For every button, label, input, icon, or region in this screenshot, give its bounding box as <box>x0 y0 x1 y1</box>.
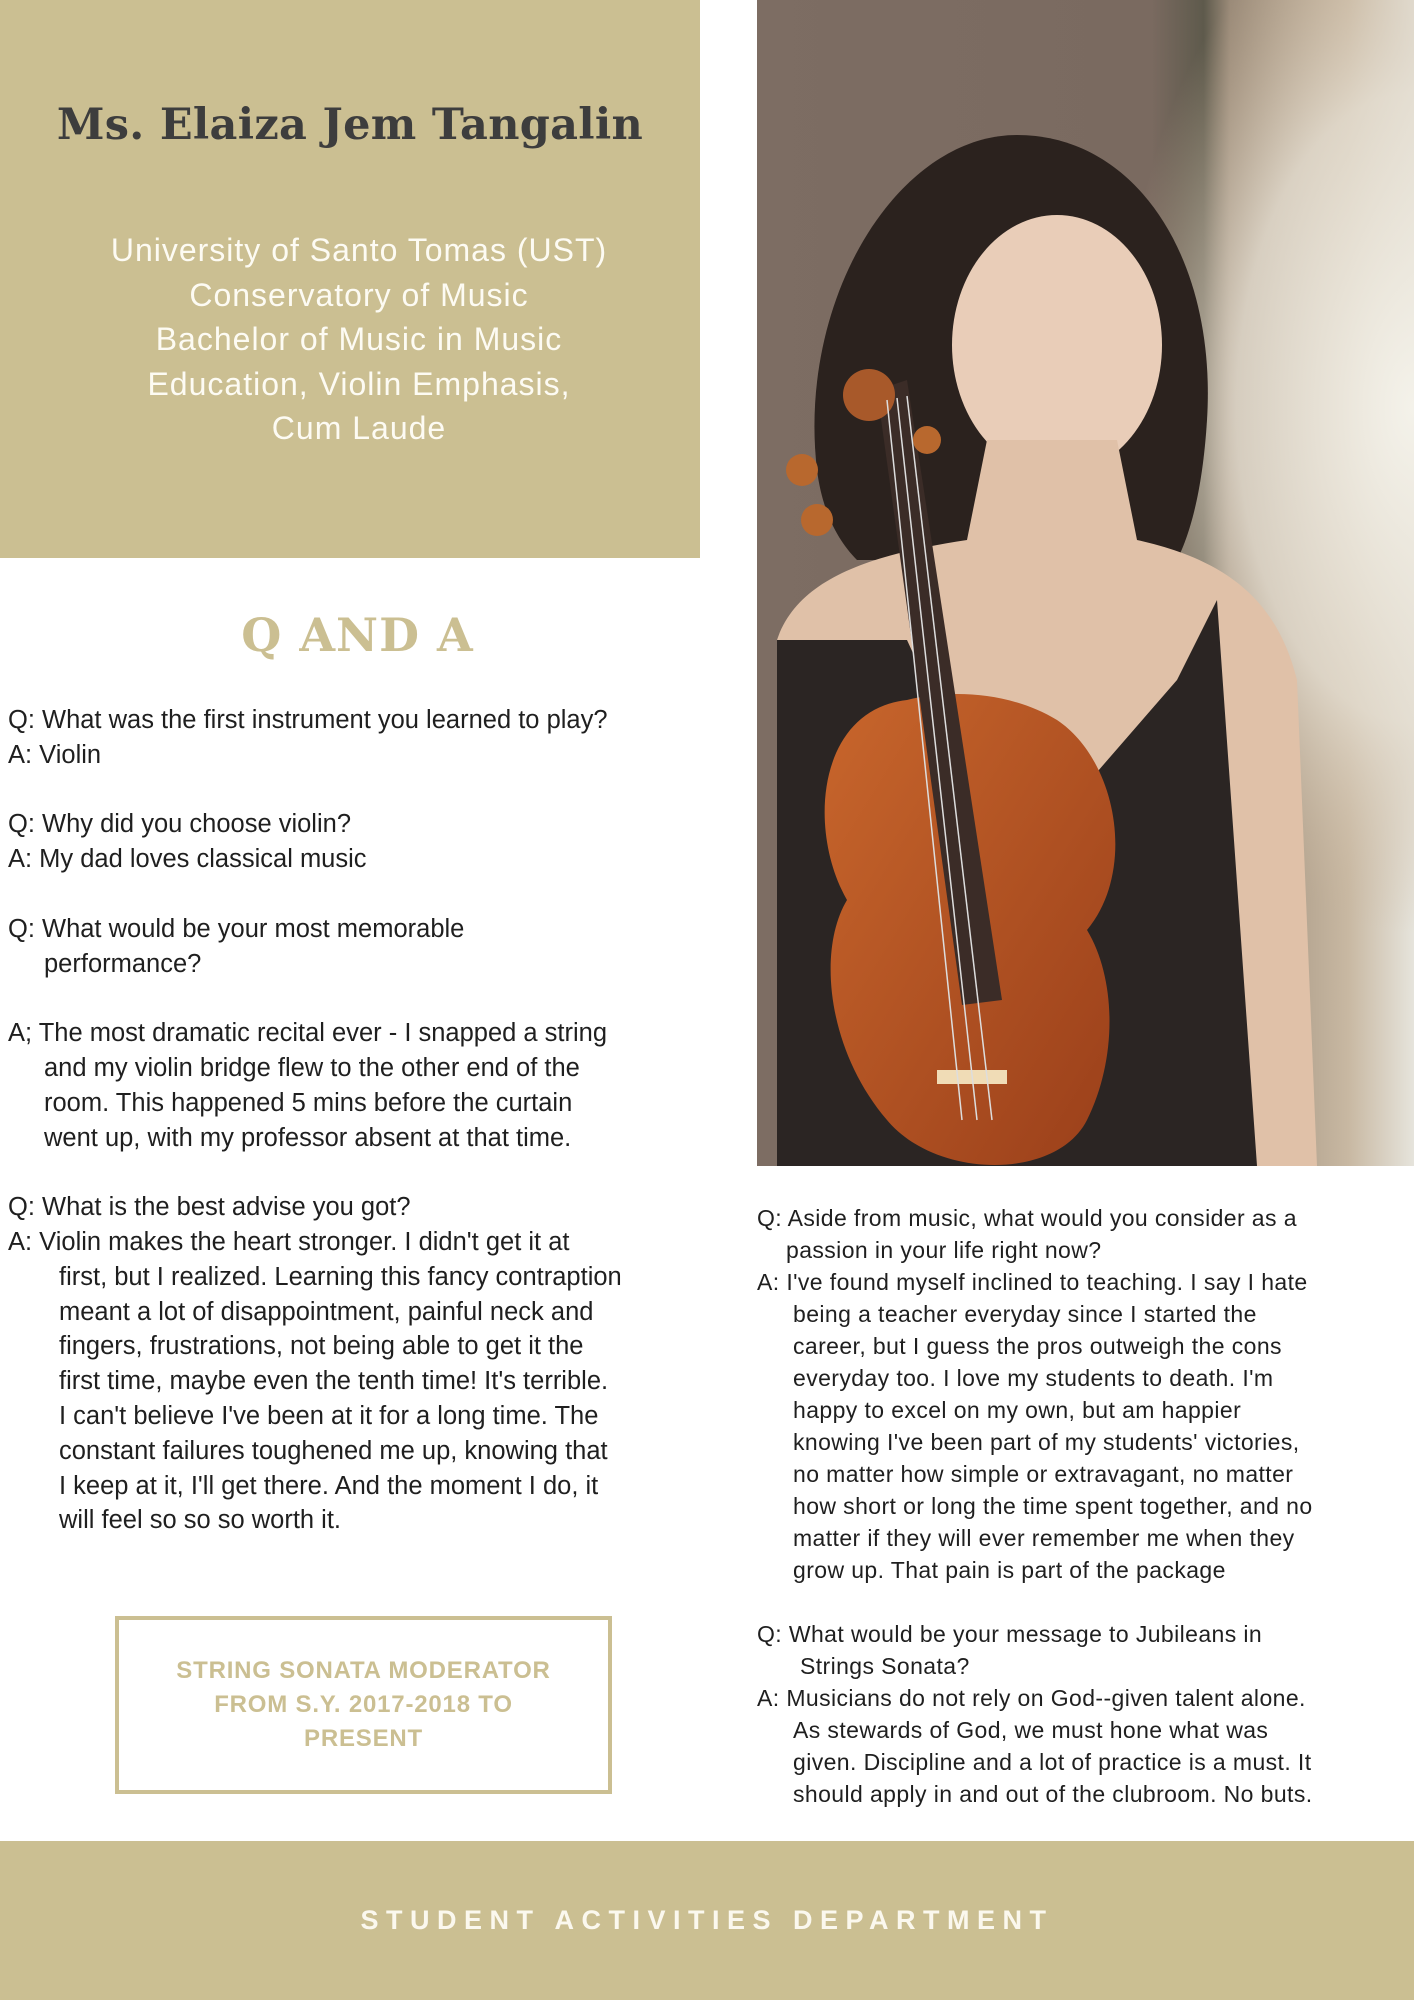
answer-text: A: Violin <box>8 740 102 769</box>
question-text: performance? <box>44 949 202 978</box>
answer-text: constant failures toughened me up, knowing that <box>59 1436 608 1465</box>
moderator-badge-box <box>115 1616 612 1794</box>
profile-credentials <box>0 228 718 451</box>
moderator-badge-text <box>176 1654 550 1756</box>
qa-right-column <box>757 1202 1414 1810</box>
qa-item <box>8 912 708 1156</box>
question-text: Strings Sonata? <box>800 1653 970 1679</box>
answer-text: how short or long the time spent together, and no <box>793 1493 1313 1519</box>
answer-text: fingers, frustrations, not being able to get it the <box>59 1332 584 1361</box>
question-text: passion in your life right now? <box>786 1237 1102 1263</box>
credential-line: University of Santo Tomas (UST) <box>110 232 608 268</box>
answer-text: career, but I guess the pros outweigh the cons <box>793 1333 1282 1359</box>
answer-text: knowing I've been part of my students' victories, <box>793 1429 1300 1455</box>
answer-text: grow up. That pain is part of the package <box>793 1557 1226 1583</box>
answer-text: matter if they will ever remember me when they <box>793 1525 1295 1551</box>
answer-text: A: Violin makes the heart stronger. I didn't get it at <box>8 1227 570 1256</box>
answer-text: As stewards of God, we must hone what was <box>793 1717 1269 1743</box>
answer-text: and my violin bridge flew to the other end of the <box>44 1053 580 1082</box>
moderator-line: STRING SONATA MODERATOR <box>176 1657 551 1684</box>
qa-left-column <box>8 703 708 1538</box>
question-text: Q: What was the first instrument you learned to play? <box>8 706 608 734</box>
footer-department-label: STUDENT ACTIVITIES DEPARTMENT <box>360 1905 1054 1935</box>
qa-section-title: Q AND A <box>241 608 474 662</box>
profile-header-block <box>0 0 700 558</box>
qa-item <box>8 1190 708 1538</box>
answer-text: I keep at it, I'll get there. And the moment I do, it <box>59 1471 599 1500</box>
answer-text: should apply in and out of the clubroom. No buts. <box>793 1781 1313 1807</box>
answer-text: being a teacher everyday since I started the <box>793 1301 1257 1327</box>
qa-item <box>757 1618 1414 1810</box>
answer-text: first time, maybe even the tenth time! It's terrible. <box>59 1367 609 1396</box>
credential-line: Conservatory of Music <box>189 276 529 313</box>
portrait-photo <box>757 0 1414 1166</box>
profile-name: Ms. Elaiza Jem Tangalin <box>56 100 644 150</box>
portrait-photo-icon <box>757 0 1414 1166</box>
credential-line: Cum Laude <box>271 410 447 446</box>
qa-item <box>757 1202 1414 1586</box>
answer-text: A; The most dramatic recital ever - I snapped a string <box>8 1019 608 1048</box>
moderator-line: PRESENT <box>304 1725 423 1752</box>
answer-text: first, but I realized. Learning this fancy contraption <box>59 1262 622 1291</box>
question-text: Q: What would be your most memorable <box>8 914 465 943</box>
answer-text: room. This happened 5 mins before the curtain <box>44 1088 573 1117</box>
credential-line: Education, Violin Emphasis, <box>147 365 571 402</box>
answer-text: will feel so so so worth it. <box>59 1506 342 1535</box>
question-text: Q: What would be your message to Jubileans in <box>757 1621 1263 1647</box>
answer-text: everyday too. I love my students to death. I'm <box>793 1365 1274 1391</box>
answer-text: A: I've found myself inclined to teaching. I say I hate <box>757 1269 1308 1295</box>
question-text: Q: Why did you choose violin? <box>8 810 352 839</box>
qa-item <box>8 807 708 877</box>
answer-text: went up, with my professor absent at that time. <box>44 1123 572 1152</box>
violin-scroll-shape <box>843 369 895 421</box>
moderator-line: FROM S.Y. 2017-2018 TO <box>214 1691 513 1718</box>
footer-bar <box>0 1841 1414 2000</box>
answer-text: happy to excel on my own, but am happier <box>793 1397 1242 1423</box>
qa-item <box>8 703 708 773</box>
answer-text: given. Discipline and a lot of practice is a must. It <box>793 1749 1312 1775</box>
answer-text: meant a lot of disappointment, painful neck and <box>59 1297 594 1326</box>
question-text: Q: What is the best advise you got? <box>8 1193 411 1222</box>
face-shape <box>952 215 1162 475</box>
answer-text: A: My dad loves classical music <box>8 845 367 874</box>
credential-line: Bachelor of Music in Music <box>155 321 563 357</box>
answer-text: A: Musicians do not rely on God--given talent alone. <box>757 1685 1306 1711</box>
answer-text: I can't believe I've been at it for a long time. The <box>59 1401 599 1430</box>
answer-text: no matter how simple or extravagant, no matter <box>793 1461 1294 1487</box>
question-text: Q: Aside from music, what would you consider as a <box>757 1205 1297 1231</box>
